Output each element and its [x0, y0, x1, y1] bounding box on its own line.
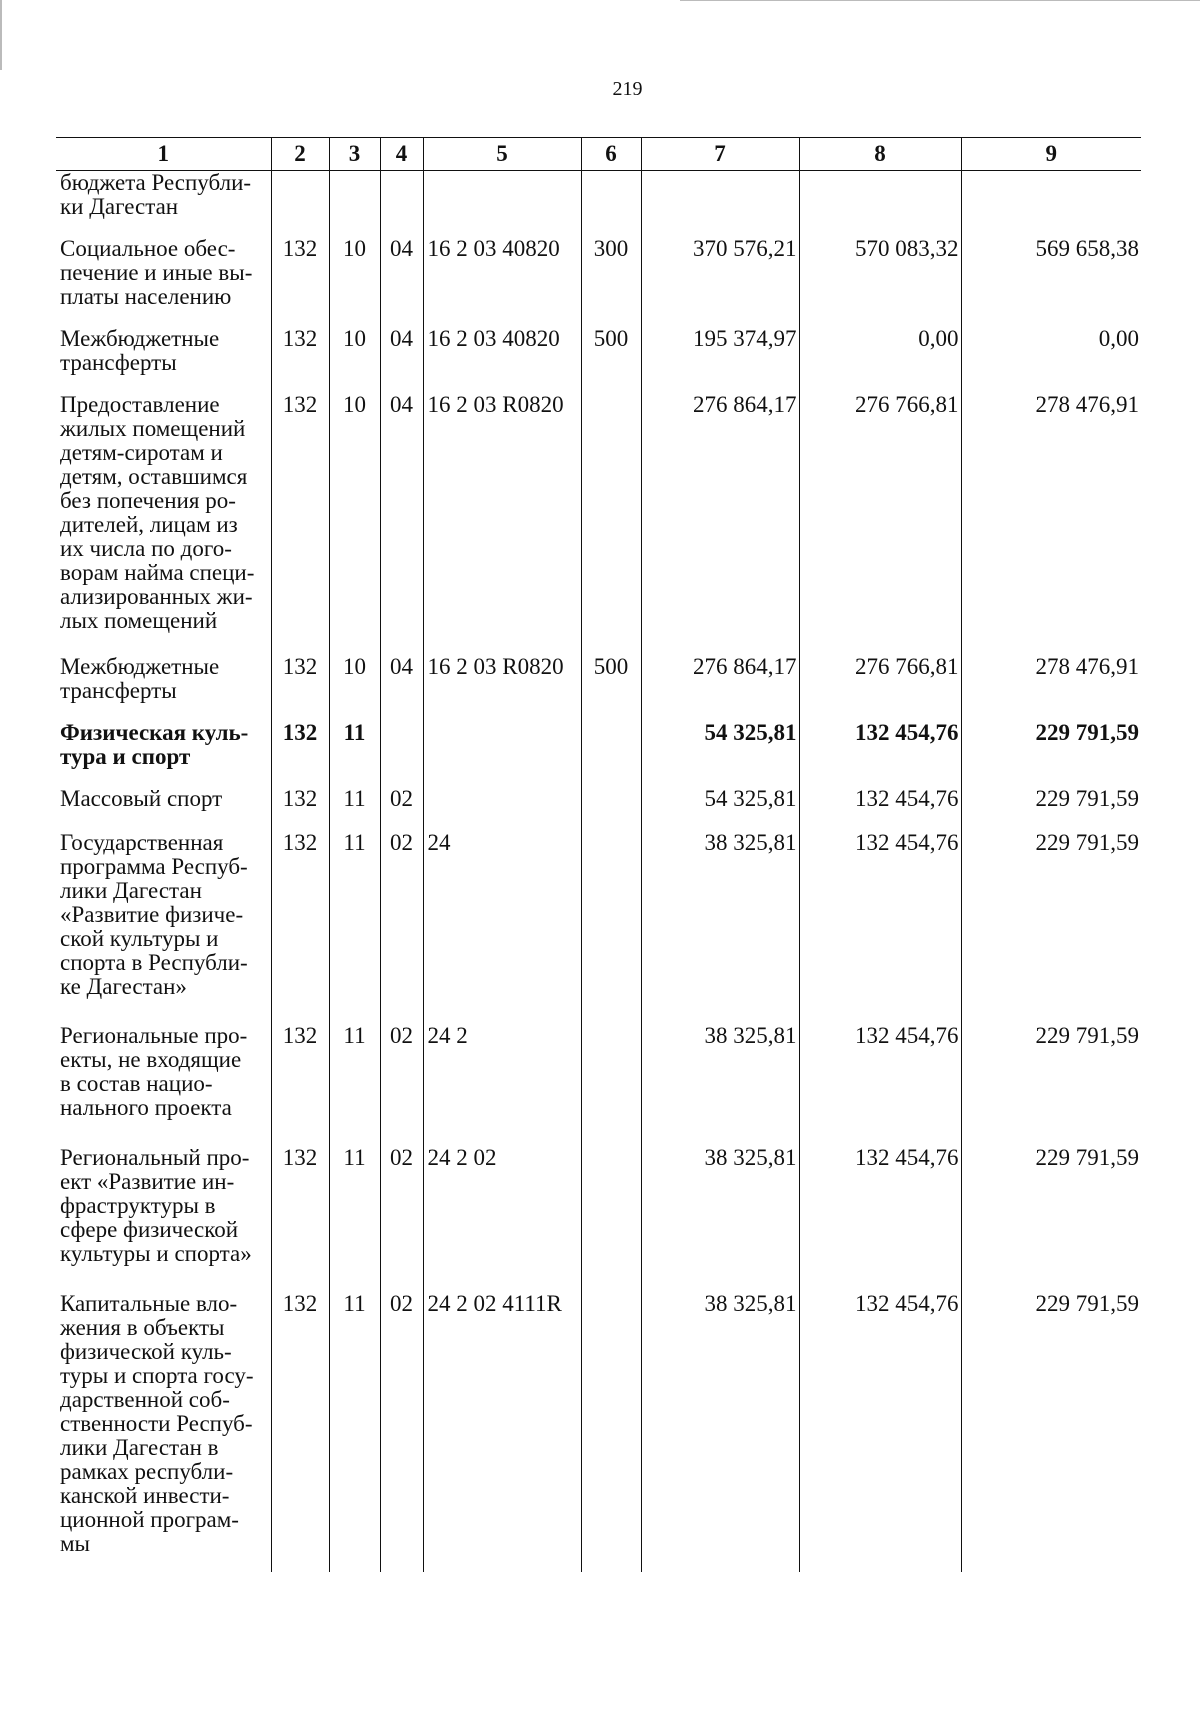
- row-target-article: [423, 721, 581, 787]
- row-expense-type: [581, 1292, 641, 1572]
- row-amount-col8: 570 083,32: [799, 237, 961, 327]
- row-expense-type: 500: [581, 655, 641, 721]
- row-section-code: 10: [329, 237, 380, 327]
- row-target-article: 24 2: [423, 1024, 581, 1146]
- row-subsection-code: 02: [380, 1292, 423, 1572]
- row-target-article: 24 2 02 4111R: [423, 1292, 581, 1572]
- row-name: Государственная программа Респуб- лики Дагестан «Развитие физиче- ской культуры и спорта в Республи- ке Дагестан»: [60, 829, 248, 999]
- row-amount-col7: 38 325,81: [641, 831, 799, 1024]
- row-amount-col9: 229 791,59: [961, 1146, 1141, 1292]
- column-header-1: 1: [56, 138, 271, 171]
- row-amount-col9: 229 791,59: [961, 787, 1141, 831]
- row-expense-type: 500: [581, 327, 641, 393]
- row-expense-type: [581, 787, 641, 831]
- row-subsection-code: [380, 721, 423, 787]
- row-target-article: 24 2 02: [423, 1146, 581, 1292]
- row-expense-type: [581, 721, 641, 787]
- row-amount-col7: 276 864,17: [641, 393, 799, 655]
- row-amount-col9: 229 791,59: [961, 1024, 1141, 1146]
- row-name: Региональные про- екты, не входящие в состав нацио- нального проекта: [60, 1022, 248, 1120]
- row-target-article: [423, 787, 581, 831]
- table-row: [56, 393, 1141, 655]
- table-row: [56, 655, 1141, 721]
- row-amount-col9: 278 476,91: [961, 655, 1141, 721]
- row-ministry-code: 132: [271, 831, 329, 1024]
- table-row: [56, 327, 1141, 393]
- row-target-article: 24: [423, 831, 581, 1024]
- row-amount-col7: 38 325,81: [641, 1146, 799, 1292]
- row-amount-col9: 0,00: [961, 327, 1141, 393]
- row-amount-col7: 38 325,81: [641, 1292, 799, 1572]
- row-section-code: 11: [329, 721, 380, 787]
- row-expense-type: [581, 393, 641, 655]
- row-name: Межбюджетные трансферты: [60, 653, 220, 703]
- row-subsection-code: 02: [380, 1024, 423, 1146]
- row-section-code: 11: [329, 1024, 380, 1146]
- row-expense-type: [581, 1146, 641, 1292]
- column-header-9: 9: [961, 138, 1141, 171]
- row-target-article: 16 2 03 R0820: [423, 655, 581, 721]
- column-header-3: 3: [329, 138, 380, 171]
- row-section-code: 10: [329, 655, 380, 721]
- row-expense-type: 300: [581, 237, 641, 327]
- row-subsection-code: 02: [380, 831, 423, 1024]
- row-amount-col7: 195 374,97: [641, 327, 799, 393]
- row-amount-col7: 38 325,81: [641, 1024, 799, 1146]
- table-row: [56, 1146, 1141, 1292]
- row-name: бюджета Республи- ки Дагестан: [60, 170, 252, 219]
- row-target-article: 16 2 03 R0820: [423, 393, 581, 655]
- row-amount-col8: [799, 171, 961, 237]
- row-section-code: 11: [329, 1146, 380, 1292]
- row-name: Капитальные вло- жения в объекты физической куль- туры и спорта госу- дарственной соб- ственности Респуб- лики Дагестан в рамках республи- канской инвести- ционной програм- мы: [60, 1290, 254, 1556]
- column-header-2: 2: [271, 138, 329, 171]
- row-section-code: 10: [329, 393, 380, 655]
- row-ministry-code: 132: [271, 1292, 329, 1572]
- row-expense-type: [581, 171, 641, 237]
- row-subsection-code: 04: [380, 655, 423, 721]
- row-ministry-code: [271, 171, 329, 237]
- row-name: Физическая куль- тура и спорт: [60, 719, 249, 769]
- row-amount-col7: [641, 171, 799, 237]
- row-ministry-code: 132: [271, 655, 329, 721]
- row-name: Предоставление жилых помещений детям-сиротам и детям, оставшимся без попечения ро- дителей, лицам из их числа по дого- ворам найма специ- ализированных жи- лых помещений: [60, 391, 255, 633]
- scan-edge-line: [680, 0, 1200, 1]
- row-amount-col8: 132 454,76: [799, 721, 961, 787]
- row-ministry-code: 132: [271, 393, 329, 655]
- row-target-article: [423, 171, 581, 237]
- row-name: Массовый спорт: [60, 785, 223, 811]
- column-header-8: 8: [799, 138, 961, 171]
- row-amount-col8: 0,00: [799, 327, 961, 393]
- row-section-code: 10: [329, 327, 380, 393]
- row-amount-col8: 132 454,76: [799, 1024, 961, 1146]
- row-amount-col7: 370 576,21: [641, 237, 799, 327]
- table-body: [56, 171, 1141, 1572]
- row-amount-col7: 276 864,17: [641, 655, 799, 721]
- row-subsection-code: 04: [380, 327, 423, 393]
- row-amount-col8: 276 766,81: [799, 655, 961, 721]
- row-amount-col8: 132 454,76: [799, 831, 961, 1024]
- page-number: 219: [612, 78, 643, 100]
- row-ministry-code: 132: [271, 237, 329, 327]
- row-subsection-code: [380, 171, 423, 237]
- row-amount-col8: 276 766,81: [799, 393, 961, 655]
- row-ministry-code: 132: [271, 1024, 329, 1146]
- row-amount-col9: 569 658,38: [961, 237, 1141, 327]
- row-expense-type: [581, 831, 641, 1024]
- row-section-code: [329, 171, 380, 237]
- row-section-code: 11: [329, 831, 380, 1024]
- table-row: [56, 721, 1141, 787]
- scan-edge-line: [0, 0, 2, 70]
- table-row: [56, 237, 1141, 327]
- row-amount-col8: 132 454,76: [799, 787, 961, 831]
- column-header-5: 5: [423, 138, 581, 171]
- row-name: Межбюджетные трансферты: [60, 325, 220, 375]
- row-section-code: 11: [329, 787, 380, 831]
- column-header-6: 6: [581, 138, 641, 171]
- row-subsection-code: 02: [380, 787, 423, 831]
- row-amount-col7: 54 325,81: [641, 787, 799, 831]
- row-subsection-code: 04: [380, 237, 423, 327]
- row-ministry-code: 132: [271, 721, 329, 787]
- budget-table: [56, 137, 1141, 1572]
- row-ministry-code: 132: [271, 327, 329, 393]
- table-row: [56, 831, 1141, 1024]
- row-ministry-code: 132: [271, 787, 329, 831]
- row-ministry-code: 132: [271, 1146, 329, 1292]
- row-section-code: 11: [329, 1292, 380, 1572]
- column-header-4: 4: [380, 138, 423, 171]
- row-subsection-code: 04: [380, 393, 423, 655]
- row-subsection-code: 02: [380, 1146, 423, 1292]
- row-name: Региональный про- ект «Развитие ин- фраструктуры в сфере физической культуры и спорта»: [60, 1144, 252, 1266]
- row-amount-col8: 132 454,76: [799, 1146, 961, 1292]
- row-expense-type: [581, 1024, 641, 1146]
- table-row: [56, 171, 1141, 237]
- row-amount-col9: 229 791,59: [961, 1292, 1141, 1572]
- row-amount-col9: [961, 171, 1141, 237]
- row-amount-col7: 54 325,81: [641, 721, 799, 787]
- column-header-7: 7: [641, 138, 799, 171]
- row-amount-col9: 229 791,59: [961, 831, 1141, 1024]
- row-amount-col8: 132 454,76: [799, 1292, 961, 1572]
- row-amount-col9: 278 476,91: [961, 393, 1141, 655]
- row-amount-col9: 229 791,59: [961, 721, 1141, 787]
- row-target-article: 16 2 03 40820: [423, 327, 581, 393]
- table-row: [56, 1024, 1141, 1146]
- table-row: [56, 1292, 1141, 1572]
- row-name: Социальное обес- печение и иные вы- платы населению: [60, 235, 253, 309]
- table-row: [56, 787, 1141, 831]
- header-row: [56, 138, 1141, 171]
- row-target-article: 16 2 03 40820: [423, 237, 581, 327]
